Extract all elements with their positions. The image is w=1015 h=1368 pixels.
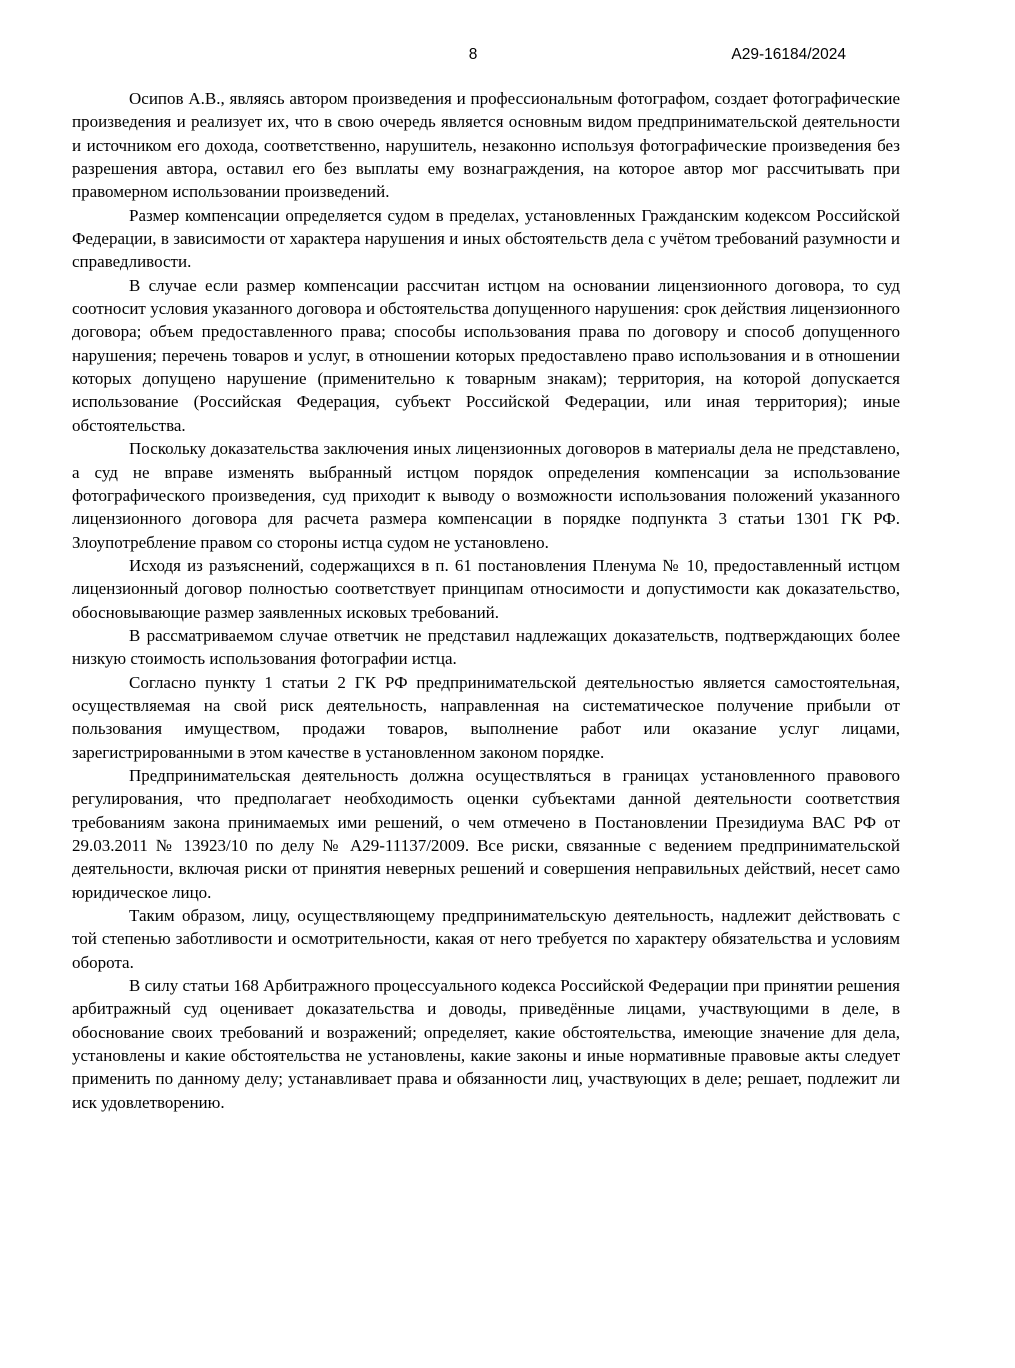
paragraph-10: В силу статьи 168 Арбитражного процессуального кодекса Российской Федерации при принятии решения арбитражный суд оценивает доказательства и доводы, приведённые лицами, участвующими в деле, в обоснование своих требований и возражений; определяет, какие обстоятельства, имеющие значение для дела, установлены и какие обстоятельства не установлены, какие законы и иные нормативные правовые акты следует применить по данному делу; устанавливает права и обязанности лиц, участвующих в деле; решает, подлежит ли иск удовлетворению.	[72, 976, 900, 1112]
paragraph-8: Предпринимательская деятельность должна осуществляться в границах установленного правового регулирования, что предполагает необходимость оценки субъектами данной деятельности соответствия требованиям закона принимаемых ими решений, о чем отмечено в Постановлении Президиума ВАС РФ от 29.03.2011 № 13923/10 по делу № А29-11137/2009. Все риски, связанные с ведением предпринимательской деятельности, включая риски от принятия неверных решений и совершения неправильных действий, несет само юридическое лицо.	[72, 765, 900, 902]
document-body	[72, 87, 900, 1114]
paragraph-5: Исходя из разъяснений, содержащихся в п. 61 постановления Пленума № 10, предоставленный истцом лицензионный договор полностью соответствует принципам относимости и допустимости как доказательство, обосновывающие размер заявленных исковых требований.	[72, 555, 900, 622]
page-number: 8	[468, 46, 478, 63]
paragraph-3: В случае если размер компенсации рассчитан истцом на основании лицензионного договора, то суд соотносит условия указанного договора и обстоятельства допущенного нарушения: срок действия лицензионного договора; объем предоставленного права; способы использования права по договору и способ допущенного нарушения; перечень товаров и услуг, в отношении которых предоставлено право использования и в отношении которых допущено нарушение (применительно к товарным знакам); территория, на которой допускается использование (Российская Федерация, субъект Российской Федерации, или иная территория); иные обстоятельства.	[72, 275, 900, 435]
paragraph-6: В рассматриваемом случае ответчик не представил надлежащих доказательств, подтверждающих более низкую стоимость использования фотографии истца.	[72, 625, 900, 669]
paragraph-9: Таким образом, лицу, осуществляющему предпринимательскую деятельность, надлежит действовать с той степенью заботливости и осмотрительности, какая от него требуется по характеру обязательства и условиям оборота.	[72, 906, 900, 972]
case-number: А29-16184/2024	[731, 46, 846, 63]
paragraph-2: Размер компенсации определяется судом в пределах, установленных Гражданским кодексом Российской Федерации, в зависимости от характера нарушения и иных обстоятельств дела с учётом требований разумности и справедливости.	[72, 205, 900, 272]
paragraph-1: Осипов А.В., являясь автором произведения и профессиональным фотографом, создает фотографические произведения и реализует их, что в свою очередь является основным видом предпринимательской деятельности и источником его дохода, соответственно, нарушитель, незаконно используя фотографические произведения без разрешения автора, оставил его без выплаты ему вознаграждения, на которое автор мог рассчитывать при правомерном использовании произведений.	[72, 89, 900, 202]
paragraph-7: Согласно пункту 1 статьи 2 ГК РФ предпринимательской деятельностью является самостоятельная, осуществляемая на свой риск деятельность, направленная на систематическое получение прибыли от пользования имуществом, продажи товаров, выполнение работ или оказание услуг лицами, зарегистрированными в этом качестве в установленном законом порядке.	[72, 672, 900, 762]
paragraph-4: Поскольку доказательства заключения иных лицензионных договоров в материалы дела не представлено, а суд не вправе изменять выбранный истцом порядок определения компенсации за использование фотографического произведения, суд приходит к выводу о возможности использования положений указанного лицензионного договора для расчета размера компенсации в порядке подпункта 3 статьи 1301 ГК РФ. Злоупотребление правом со стороны истца судом не установлено.	[72, 439, 900, 552]
